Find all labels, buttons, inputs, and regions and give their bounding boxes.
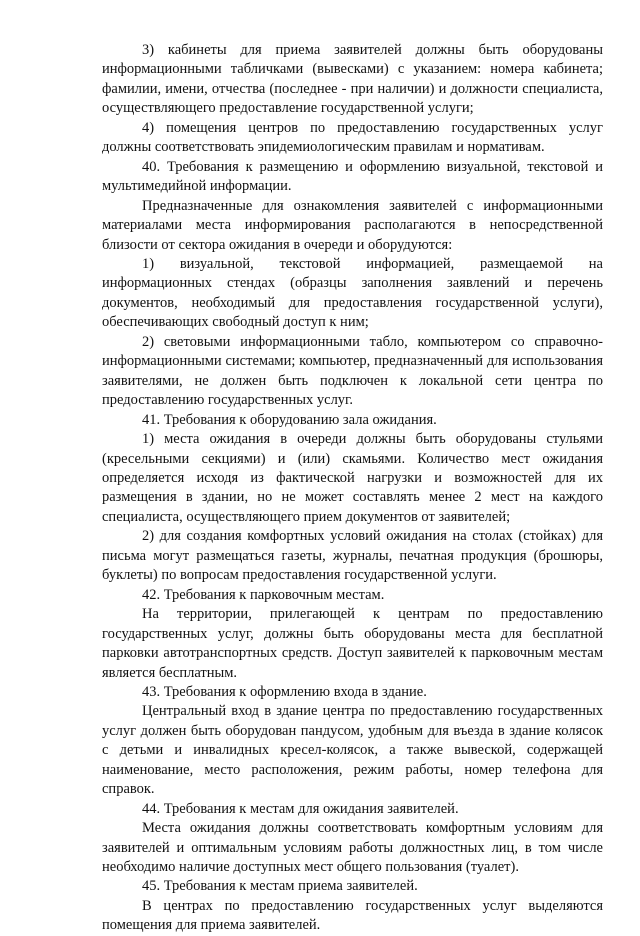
paragraph-item-4-premises: 4) помещения центров по предоставлению государственных услуг должны соответствовать эпидемиологическим правилам и нормативам. bbox=[102, 119, 603, 156]
paragraph-entrance: Центральный вход в здание центра по предоставлению государственных услуг должен быть оборудован пандусом, удобным для въезда в здание колясок с детьми и инвалидных кресел-колясок, а также вывеской, содержащей наименование, место расположения, режим работы, номер телефона для справок. bbox=[102, 703, 603, 798]
document-page bbox=[102, 41, 603, 936]
section-44-heading: 44. Требования к местам для ожидания заявителей. bbox=[142, 800, 459, 817]
paragraph-reception-rooms: В центрах по предоставлению государственных услуг выделяются помещения для приема заявителей. bbox=[102, 897, 603, 934]
paragraph-info-item-1: 1) визуальной, текстовой информацией, размещаемой на информационных стендах (образцы заполнения заявлений и перечень документов, необходимый для предоставления государственной услуги), обеспечивающих свободный доступ к ним; bbox=[102, 255, 603, 331]
section-45-heading: 45. Требования к местам приема заявителей. bbox=[142, 878, 418, 895]
section-41-heading: 41. Требования к оборудованию зала ожидания. bbox=[142, 411, 437, 428]
paragraph-parking: На территории, прилегающей к центрам по предоставлению государственных услуг, должны быть оборудованы места для бесплатной парковки автотранспортных средств. Доступ заявителей к парковочным местам является бесплатным. bbox=[102, 606, 603, 681]
paragraph-info-places: Предназначенные для ознакомления заявителей с информационными материалами места информирования располагаются в непосредственной близости от сектора ожидания в очереди и оборудуются: bbox=[102, 197, 603, 253]
section-43-heading: 43. Требования к оформлению входа в здание. bbox=[142, 683, 427, 700]
paragraph-waiting-places: Места ожидания должны соответствовать комфортным условиям для заявителей и оптимальным условиям работы должностных лиц, в том числе необходимо наличие доступных мест общего пользования (туалет). bbox=[102, 820, 603, 876]
paragraph-item-3-cabinets: 3) кабинеты для приема заявителей должны быть оборудованы информационными табличками (вывесками) с указанием: номера кабинета; фамилии, имени, отчества (последнее - при наличии) и должности специалиста, осуществляющего предоставление государственной услуги; bbox=[102, 42, 603, 117]
section-40-heading: 40. Требования к размещению и оформлению визуальной, текстовой и мультимедийной информации. bbox=[102, 158, 603, 195]
paragraph-info-item-2: 2) световыми информационными табло, компьютером со справочно-информационными системами; компьютер, предназначенный для использования заявителями, не должен быть подключен к локальной сети центра по предоставлению государственных услуг. bbox=[102, 333, 603, 409]
section-42-heading: 42. Требования к парковочным местам. bbox=[142, 586, 385, 603]
paragraph-waiting-item-1: 1) места ожидания в очереди должны быть оборудованы стульями (кресельными секциями) и (или) скамьями. Количество мест ожидания определяется исходя из фактической нагрузки и возможностей для их размещения в здании, но не может составлять менее 2 мест на каждого специалиста, осуществляющего прием документов от заявителей; bbox=[102, 431, 603, 525]
paragraph-waiting-item-2: 2) для создания комфортных условий ожидания на столах (стойках) для письма могут размещаться газеты, журналы, печатная продукция (брошюры, буклеты) по вопросам предоставления государственной услуги. bbox=[102, 528, 603, 584]
